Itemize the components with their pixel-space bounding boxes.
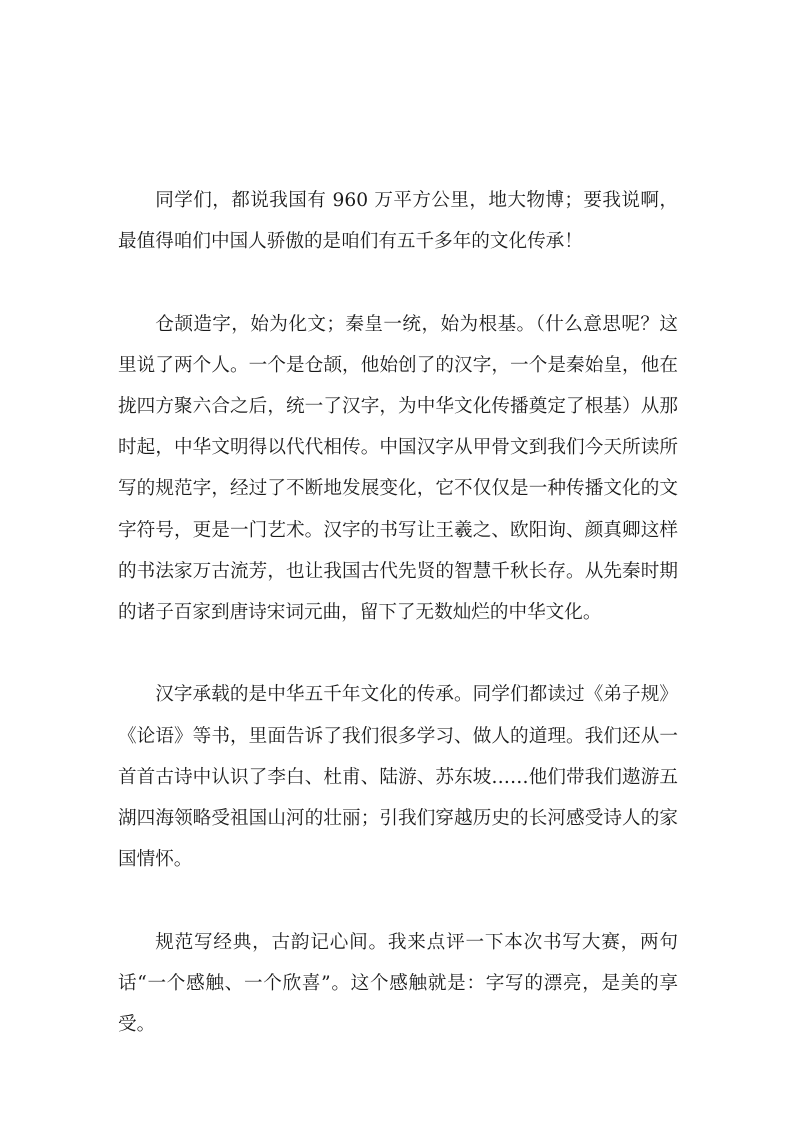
paragraph-cangjie-qin: 仓颉造字，始为化文；秦皇一统，始为根基。（什么意思呢？这里说了两个人。一个是仓颉，他始创了的汉字，一个是秦始皇，他在拢四方聚六合之后，统一了汉字，为中华文化传播奠定了根基）从那时起，中华文明得以代代相传。中国汉字从甲骨文到我们今天所读所写的规范字，经过了不断地发展变化，它不仅仅是一种传播文化的文字符号，更是一门艺术。汉字的书写让王羲之、欧阳询、颜真卿这样的书法家万古流芳，也让我国古代先贤的智慧千秋长存。从先秦时期的诸子百家到唐诗宋词元曲，留下了无数灿烂的中华文化。 bbox=[118, 313, 678, 624]
paragraph-intro: 同学们，都说我国有 960 万平方公里，地大物博；要我说啊，最值得咱们中国人骄傲的是咱们有五千多年的文化传承！ bbox=[118, 190, 678, 253]
paragraph-contest-review: 规范写经典，古韵记心间。我来点评一下本次书写大赛，两句话“一个感触、一个欣喜”。这个感触就是：字写的漂亮，是美的享受。 bbox=[118, 931, 678, 1036]
paragraph-heritage: 汉字承载的是中华五千年文化的传承。同学们都读过《弟子规》《论语》等书，里面告诉了我们很多学习、做人的道理。我们还从一首首古诗中认识了李白、杜甫、陆游、苏东坡……他们带我们遨游五湖四海领略受祖国山河的壮丽；引我们穿越历史的长河感受诗人的家国情怀。 bbox=[118, 684, 678, 871]
document-body bbox=[118, 180, 678, 1086]
